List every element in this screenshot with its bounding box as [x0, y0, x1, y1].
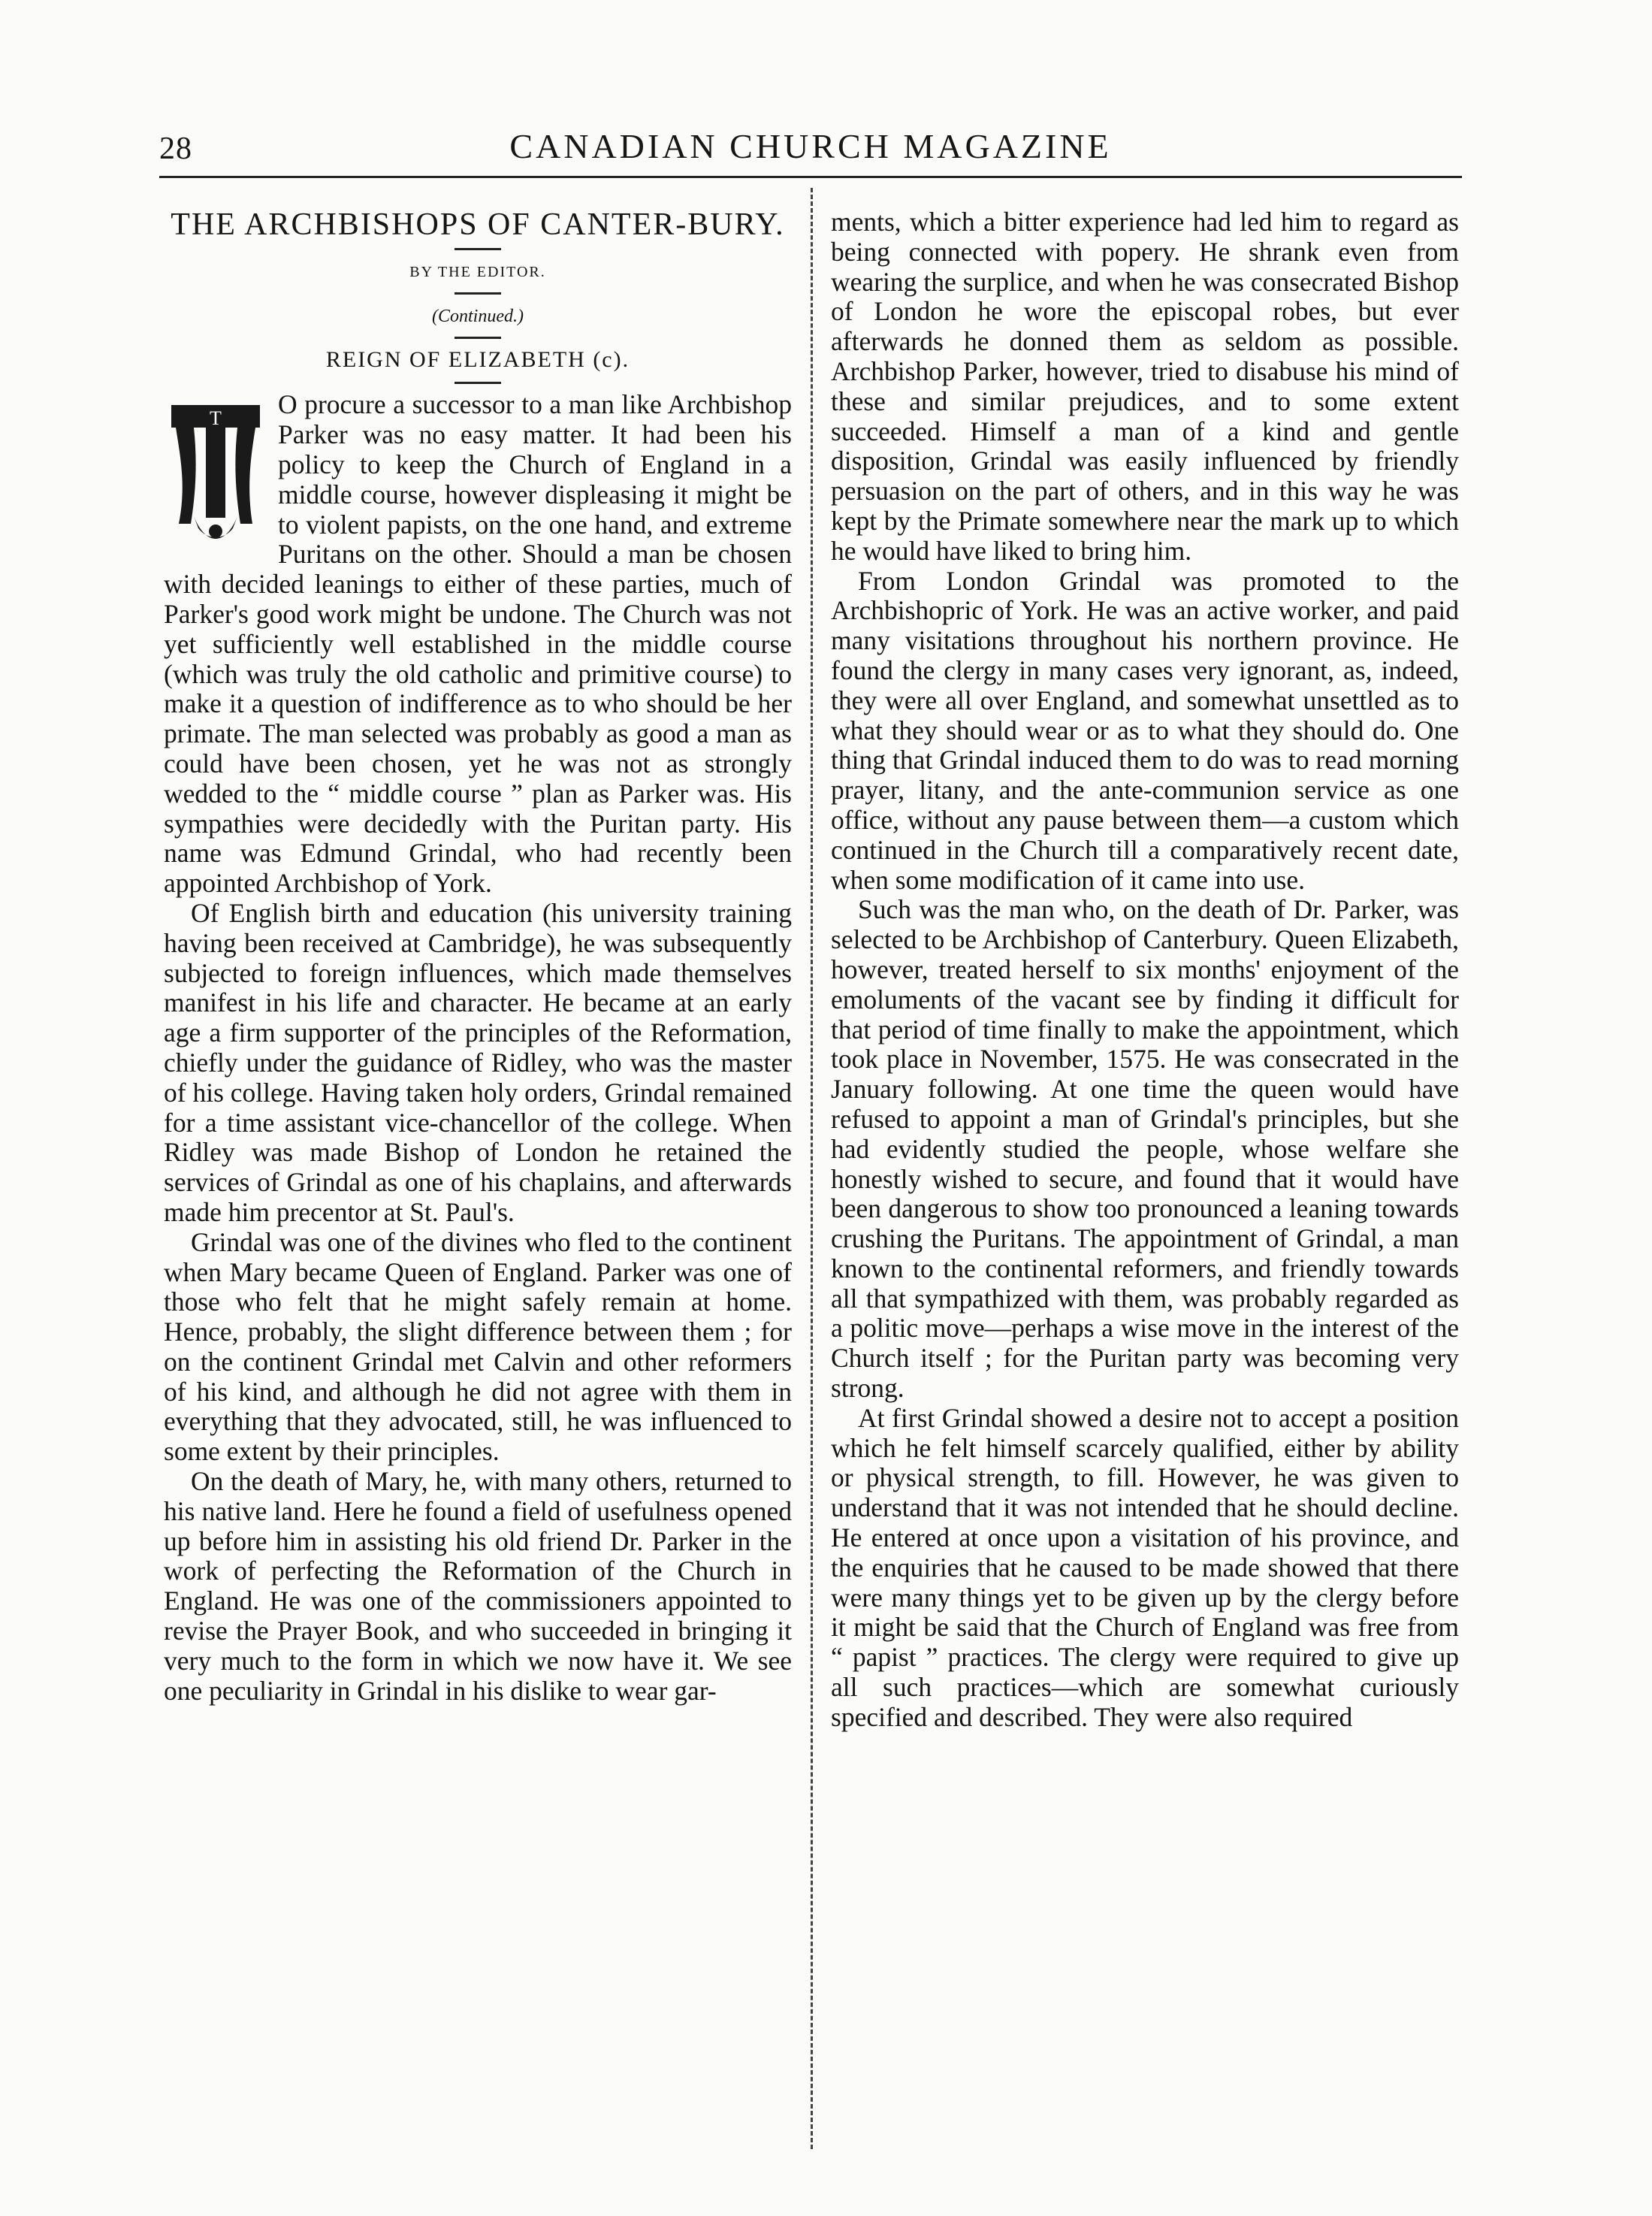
magazine-title: CANADIAN CHURCH MAGAZINE: [509, 127, 1112, 165]
paragraph-4: On the death of Mary, he, with many others, returned to his native land. Here he found a field of usefulness opened up before him in assisting his old friend Dr. Parker in the work of perfecting the Reformation of the Church in England. He was one of the commissioners appointed to revise the Prayer Book, and who succeeded in bringing it very much to the form in which we now have it. We see one peculiarity in Grindal in his dislike to wear gar-: [164, 1466, 792, 1706]
paragraph-6: From London Grindal was promoted to the Archbishopric of York. He was an active worker, and paid many visitations throughout his northern province. He found the clergy in many cases very ignorant, as, indeed, they were all over England, and somewhat unsettled as to what they should wear or as to what they should do. One thing that Grindal induced them to do was to read morning prayer, litany, and the ante-communion service as one office, without any pause between them—a custom which continued in the Church till a comparatively recent date, when some modification of it came into use.: [831, 565, 1459, 895]
article-title: THE ARCHBISHOPS OF CANTER-BURY.: [171, 207, 785, 242]
paragraph-1-text: O procure a successor to a man like Archbishop Parker was no easy matter. It had been his policy to keep the Church of England in a middle course, however displeasing it might be to violent papists, on the one hand, and extreme Puritans on the other. Should a man be chosen with decided leanings to either of these parties, much of Parker's good work might be undone. The Church was not yet sufficiently well established in the middle course (which was truly the old catholic and primitive course) to make it a question of indifference as to who should be her primate. The man selected was probably as good a man as could have been chosen, yet he was not as strongly wedded to the “ middle course ” plan as Parker was. His sympathies were decidedly with the Puritan party. His name was Edmund Grindal, who had recently been appointed Archbishop of York.: [164, 389, 792, 899]
page-header: [159, 126, 1462, 174]
paragraph-1: [164, 390, 792, 899]
page-number: 28: [159, 132, 192, 166]
byline: BY THE EDITOR.: [409, 264, 546, 280]
left-column: [164, 207, 792, 1706]
drop-cap-letter: T: [210, 407, 222, 430]
continued-note: (Continued.): [432, 306, 524, 326]
byline-rule: [455, 292, 501, 295]
drop-cap-ornament: [164, 396, 267, 546]
paragraph-7: Such was the man who, on the death of Dr. Parker, was selected to be Archbishop of Canterbury. Queen Elizabeth, however, treated herself to six months' enjoyment of the emoluments of the vacant see by finding it difficult for that period of time finally to make the appointment, which took place in November, 1575. He was consecrated in the January following. At one time the queen would have refused to appoint a man of Grindal's principles, but she had evidently studied the people, whose welfare she honestly wished to secure, and found that it would have been dangerous to show too pronounced a leaning towards crushing the Puritans. The appointment of Grindal, a man known to the continental reformers, and friendly towards all that sympathized with them, was probably regarded as a politic move—perhaps a wise move in the interest of the Church itself ; for the Puritan party was becoming very strong.: [831, 894, 1459, 1404]
right-column: [831, 207, 1459, 1733]
section-rule: [455, 382, 501, 384]
column-divider: [811, 188, 813, 2149]
paragraph-3: Grindal was one of the divines who fled to the continent when Mary became Queen of England. Parker was one of those who felt that he might safely remain at home. Hence, probably, the slight difference between them ; for on the continent Grindal met Calvin and other reformers of his kind, and although he did not agree with them in everything that they advocated, still, he was influenced to some extent by their principles.: [164, 1226, 792, 1467]
continued-rule: [455, 337, 501, 339]
header-rule: [159, 176, 1462, 178]
title-rule: [455, 248, 501, 250]
paragraph-8: At first Grindal showed a desire not to accept a position which he felt himself scarcely qualified, either by ability or physical strength, to fill. However, he was given to understand that it was not intended that he should decline. He entered at once upon a visitation of his province, and the enquiries that he caused to be made showed that there were many things yet to be given up by the clergy before it might be said that the Church of England was free from “ papist ” practices. The clergy were required to give up all such practices—which are somewhat curiously specified and described. They were also required: [831, 1402, 1459, 1732]
paragraph-5: ments, which a bitter experience had led him to regard as being connected with popery. He shrank even from wearing the surplice, and when he was consecrated Bishop of London he wore the episcopal robes, but ever afterwards he donned them as seldom as possible. Archbishop Parker, however, tried to disabuse his mind of these and similar prejudices, and to some extent succeeded. Himself a man of a kind and gentle disposition, Grindal was easily influenced by friendly persuasion on the part of others, and in this way he was kept by the Primate somewhere near the mark up to which he would have liked to bring him.: [831, 207, 1459, 566]
section-heading: REIGN OF ELIZABETH (c).: [325, 346, 630, 372]
paragraph-2: Of English birth and education (his university training having been received at Cambridge), he was subsequently subjected to foreign influences, which made themselves manifest in his life and character. He became at an early age a firm supporter of the principles of the Reformation, chiefly under the guidance of Ridley, who was the master of his college. Having taken holy orders, Grindal remained for a time assistant vice-chancellor of the college. When Ridley was made Bishop of London he retained the services of Grindal as one of his chaplains, and afterwards made him precentor at St. Paul's.: [164, 897, 792, 1227]
